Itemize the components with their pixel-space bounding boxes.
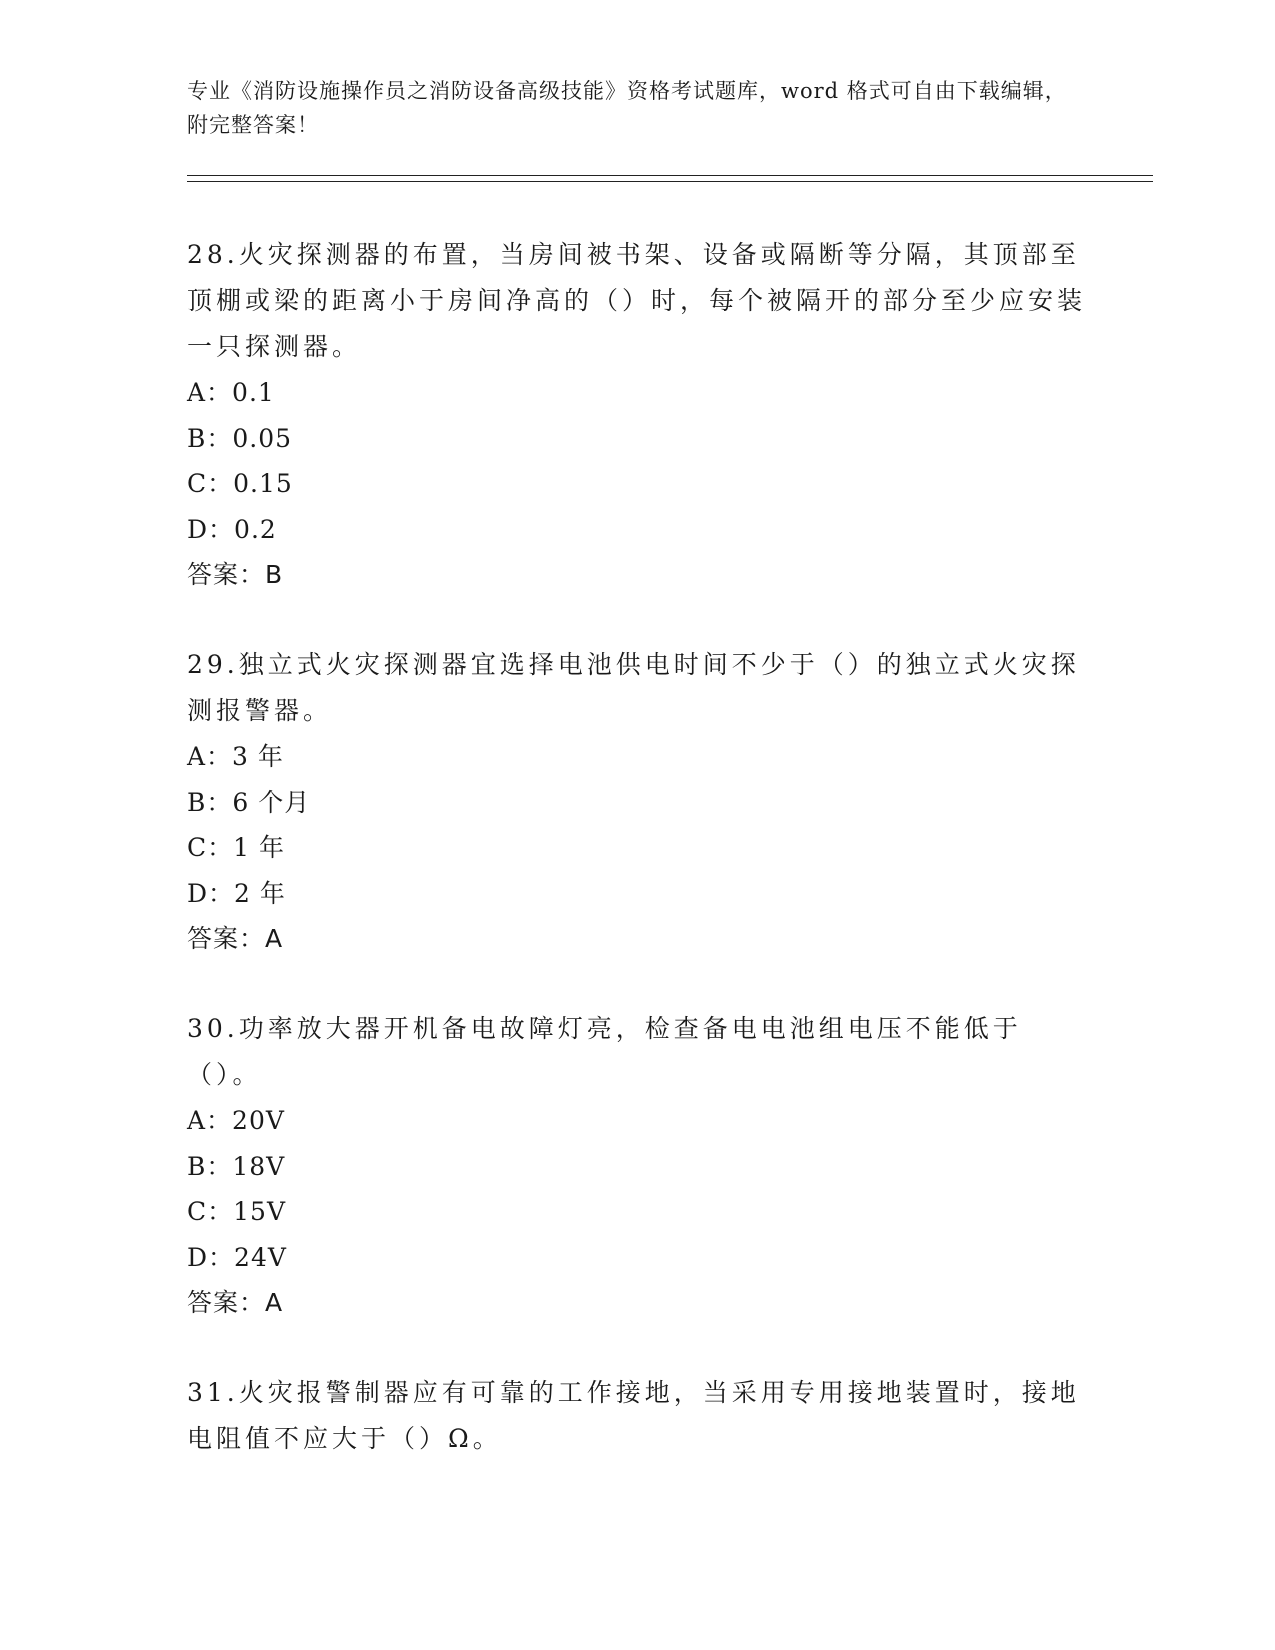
question-30 <box>187 1006 1087 1326</box>
question-text: 29.独立式火灾探测器宜选择电池供电时间不少于（）的独立式火灾探测报警器。 <box>187 650 1080 725</box>
document-header: 专业《消防设施操作员之消防设备高级技能》资格考试题库，word 格式可自由下载编辑，附完整答案！ <box>187 79 1067 137</box>
question-text: 28.火灾探测器的布置，当房间被书架、设备或隔断等分隔，其顶部至顶棚或梁的距离小于房间净高的（）时，每个被隔开的部分至少应安装一只探测器。 <box>187 240 1087 361</box>
option-b: B：18V <box>187 1151 286 1181</box>
header-divider-bottom <box>187 181 1153 182</box>
option-b: B：0.05 <box>187 423 293 453</box>
answer-label: 答案：B <box>187 560 284 589</box>
option-d: D：2 年 <box>187 878 286 908</box>
option-c: C：15V <box>187 1197 286 1226</box>
option-c: C：0.15 <box>187 469 293 498</box>
option-b: B：6 个月 <box>187 787 311 817</box>
option-d: D：0.2 <box>187 514 277 544</box>
question-31 <box>187 1370 1087 1462</box>
header-divider-top <box>187 175 1153 176</box>
answer-label: 答案：A <box>187 1288 284 1317</box>
answer-label: 答案：A <box>187 924 284 953</box>
question-text: 31.火灾报警制器应有可靠的工作接地，当采用专用接地装置时，接地电阻值不应大于（）Ω。 <box>187 1378 1080 1453</box>
option-d: D：24V <box>187 1242 287 1272</box>
question-29 <box>187 642 1087 962</box>
question-28 <box>187 232 1087 598</box>
option-a: A：20V <box>187 1106 285 1135</box>
option-a: A：0.1 <box>187 378 275 407</box>
option-c: C：1 年 <box>187 833 285 862</box>
option-a: A：3 年 <box>187 742 284 771</box>
question-text: 30.功率放大器开机备电故障灯亮，检查备电电池组电压不能低于（）。 <box>187 1014 1022 1089</box>
